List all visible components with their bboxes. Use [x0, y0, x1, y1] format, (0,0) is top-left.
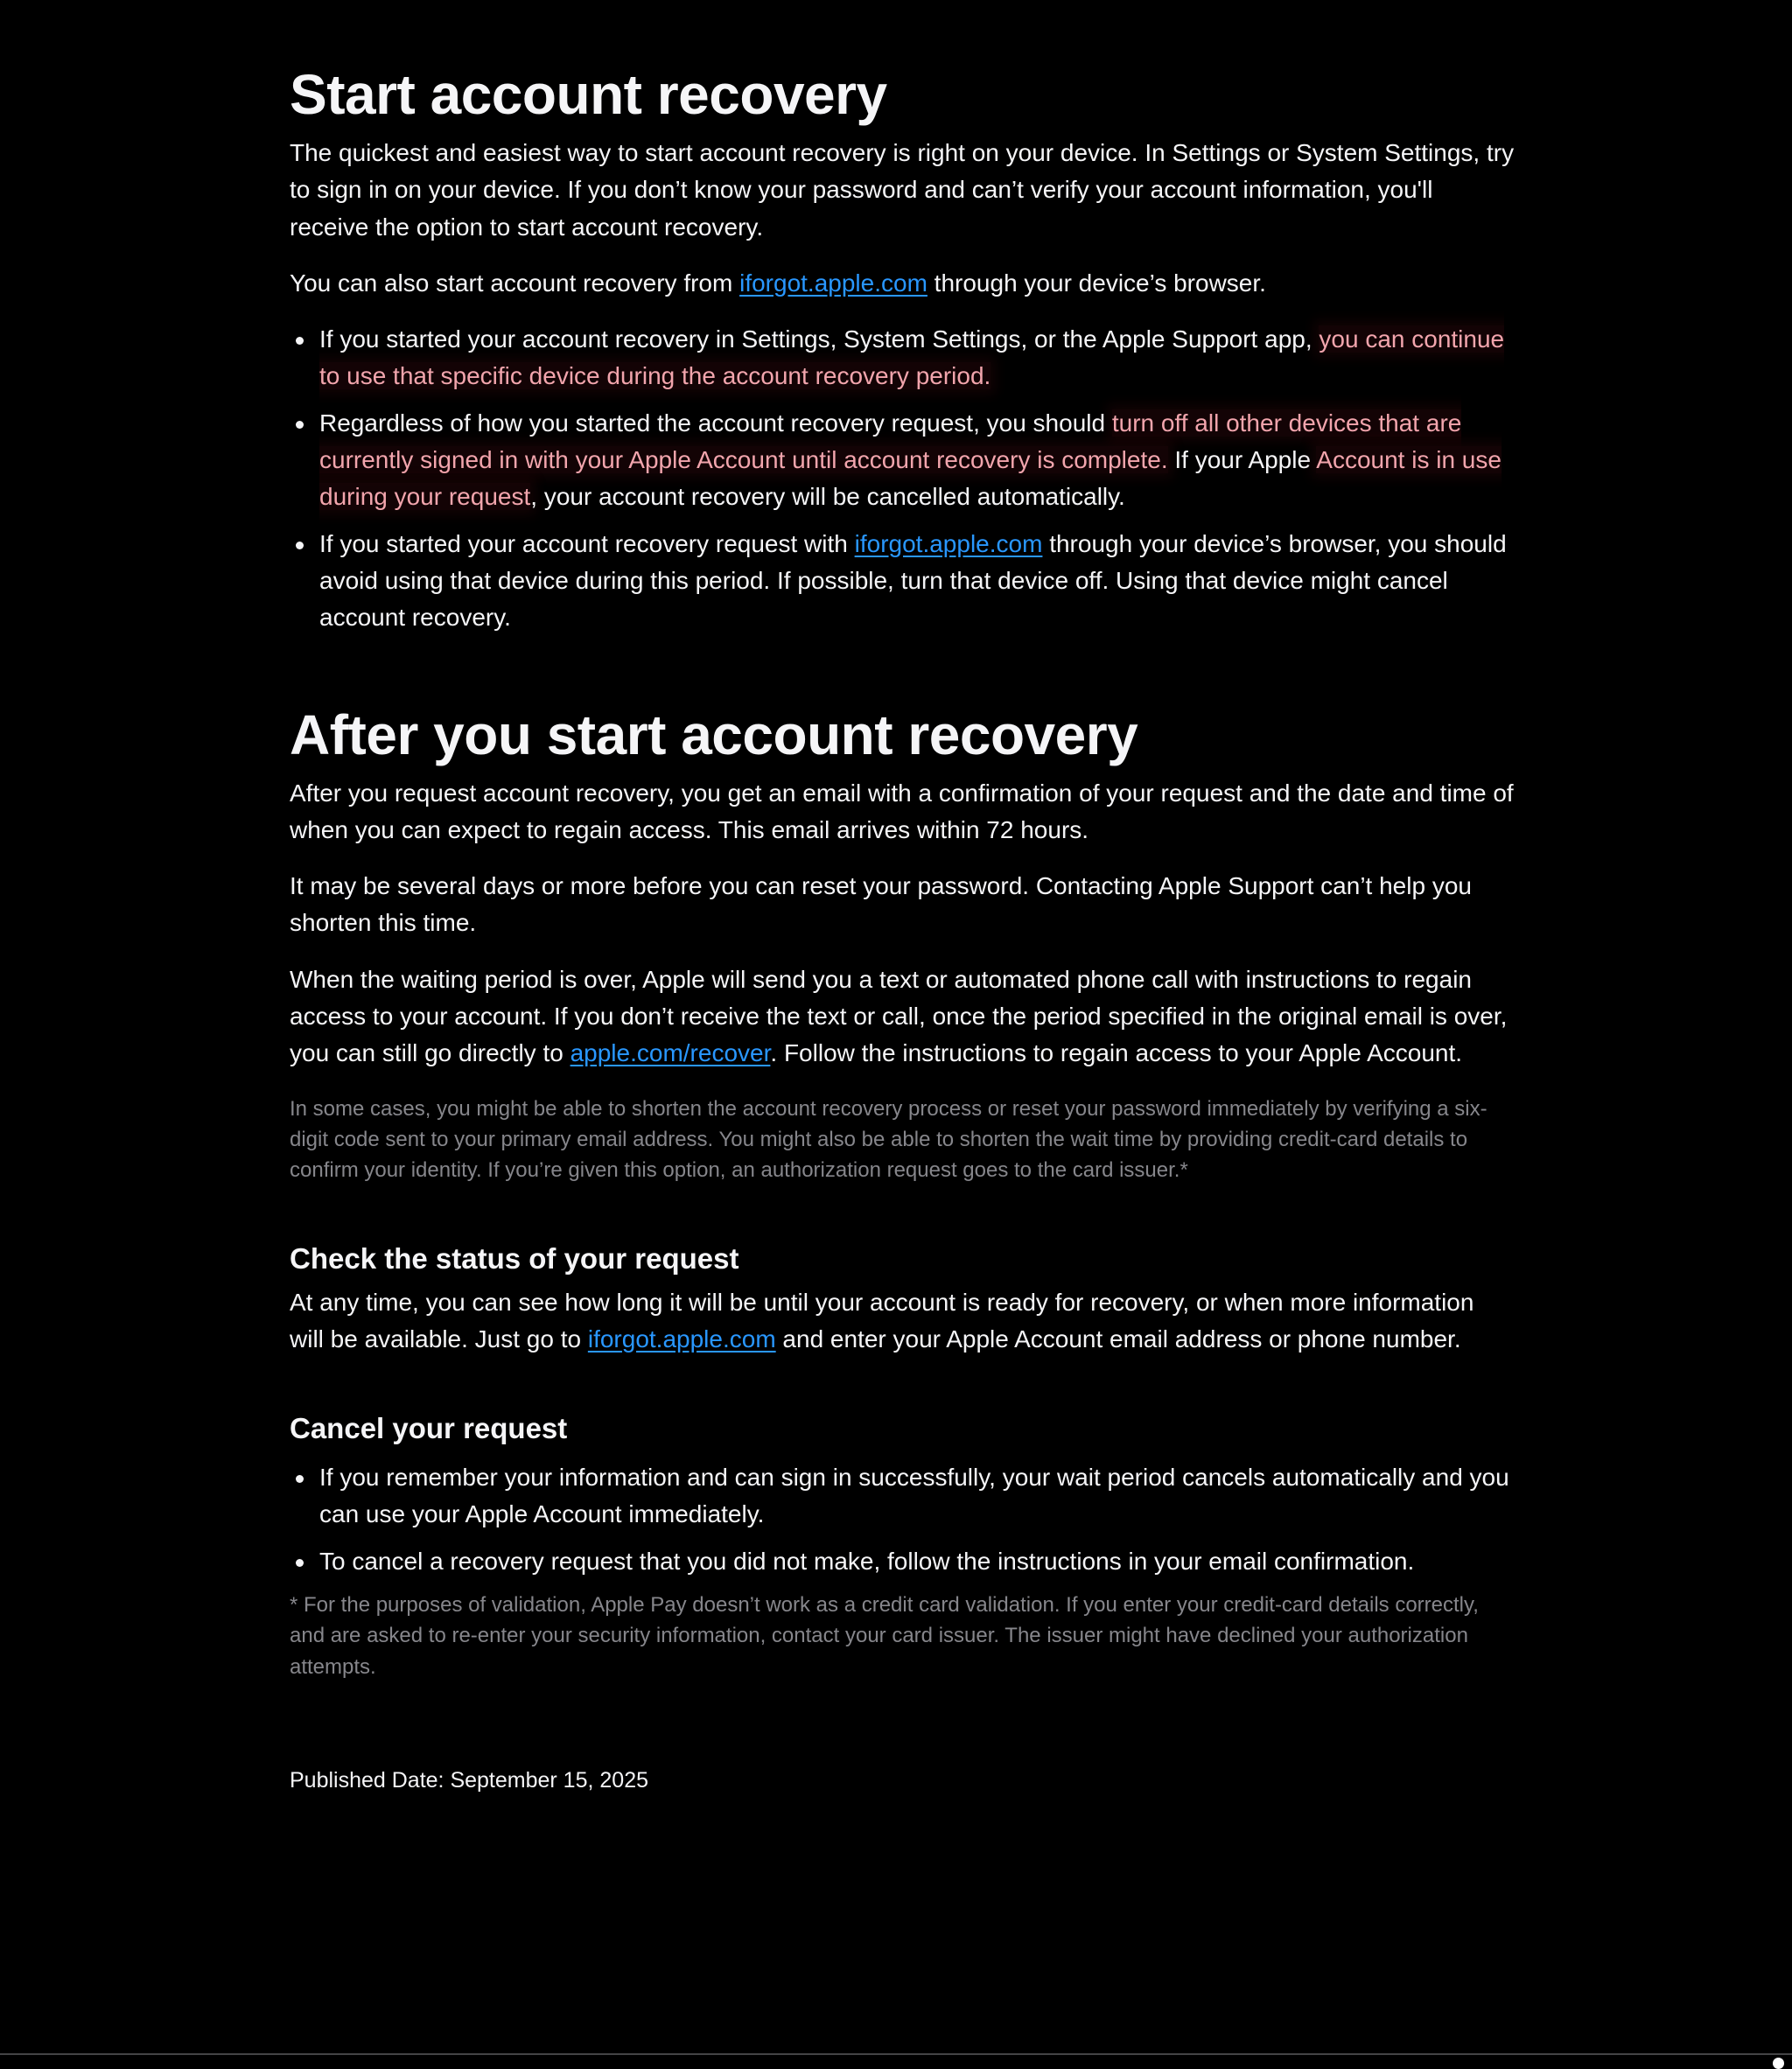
- text: If you started your account recovery request with: [319, 529, 855, 557]
- list-item: If you remember your information and can sign in successfully, your wait period cancels automatically and you can use your Apple Account immediately.: [319, 1459, 1515, 1534]
- text: If your Apple: [1167, 446, 1317, 474]
- heading-after-you-start: After you start account recovery: [290, 702, 1138, 766]
- shorten-process-note: In some cases, you might be able to shorten the account recovery process or reset your password immediately by verifying a six-digit code sent to your primary email address. You might also be able to shorten the wait time by providing credit-card details to confirm your identity. If you’re given this option, an authorization request goes to the card issuer.*: [290, 1096, 1488, 1183]
- heading-check-status: Check the status of your request: [290, 1241, 739, 1275]
- waiting-time-paragraph: It may be several days or more before you can reset your password. Contacting Apple Support can’t help you shorten this time.: [290, 872, 1472, 937]
- text: You can also start account recovery from: [290, 269, 740, 297]
- text: through your device’s browser, you should avoid using that device during this period. If possible, turn that device off. Using that device might cancel account recovery.: [319, 529, 1507, 632]
- iforgot-link[interactable]: iforgot.apple.com: [854, 529, 1043, 557]
- highlighted-text: turn off all other devices that are currently signed in with your Apple Account until account recovery is complete.: [319, 409, 1462, 474]
- cancel-request-bullets: [290, 1459, 1515, 1580]
- apple-pay-footnote: * For the purposes of validation, Apple Pay doesn’t work as a credit card validation. If you enter your credit-card details correctly, and are asked to re-enter your security information, contact your card issuer. The issuer might have declined your authorization attempts.: [290, 1593, 1479, 1679]
- heading-start-account-recovery: Start account recovery: [290, 63, 887, 126]
- scroll-indicator-icon[interactable]: [1773, 2058, 1784, 2069]
- highlighted-text: Account is in use during your request: [319, 446, 1502, 511]
- published-date: Published Date: September 15, 2025: [290, 1767, 648, 1793]
- iforgot-paragraph: [290, 265, 1515, 302]
- intro-paragraph: The quickest and easiest way to start account recovery is right on your device. In Settings or System Settings, try to sign in on your device. If you don’t know your password and can’t verify your account information, you'll receive the option to start account recovery.: [290, 139, 1515, 241]
- list-item: [319, 321, 1515, 395]
- text: At any time, you can see how long it will be until your account is ready for recovery, or when more information will be available. Just go to: [290, 1288, 1474, 1353]
- bottom-divider: [0, 2053, 1792, 2055]
- list-item: [319, 526, 1515, 637]
- highlighted-text: you can continue to use that specific device during the account recovery period.: [319, 325, 1505, 390]
- text: When the waiting period is over, Apple will send you a text or automated phone call with instructions to regain access to your account. If you don’t receive the text or call, once the period specified in the original email is over, you can still go directly to: [290, 965, 1508, 1067]
- regain-access-paragraph: [290, 961, 1515, 1073]
- list-item: To cancel a recovery request that you did not make, follow the instructions in your email confirmation.: [319, 1543, 1515, 1580]
- article: [290, 0, 1515, 1794]
- check-status-paragraph: [290, 1284, 1515, 1359]
- heading-cancel-request: Cancel your request: [290, 1412, 568, 1445]
- text: If you started your account recovery in Settings, System Settings, or the Apple Support app,: [319, 325, 1320, 353]
- text: . Follow the instructions to regain access to your Apple Account.: [770, 1039, 1463, 1067]
- apple-recover-link[interactable]: apple.com/recover: [570, 1039, 771, 1067]
- iforgot-link[interactable]: iforgot.apple.com: [739, 269, 928, 297]
- iforgot-link[interactable]: iforgot.apple.com: [587, 1325, 776, 1353]
- text: , your account recovery will be cancelled automatically.: [530, 483, 1125, 511]
- start-recovery-bullets: [290, 321, 1515, 636]
- text: Regardless of how you started the account recovery request, you should: [319, 409, 1112, 437]
- text: through your device’s browser.: [927, 269, 1266, 297]
- list-item: [319, 405, 1515, 516]
- confirmation-email-paragraph: After you request account recovery, you get an email with a confirmation of your request and the date and time of when you can expect to regain access. This email arrives within 72 hours.: [290, 779, 1514, 843]
- text: and enter your Apple Account email address or phone number.: [775, 1325, 1461, 1353]
